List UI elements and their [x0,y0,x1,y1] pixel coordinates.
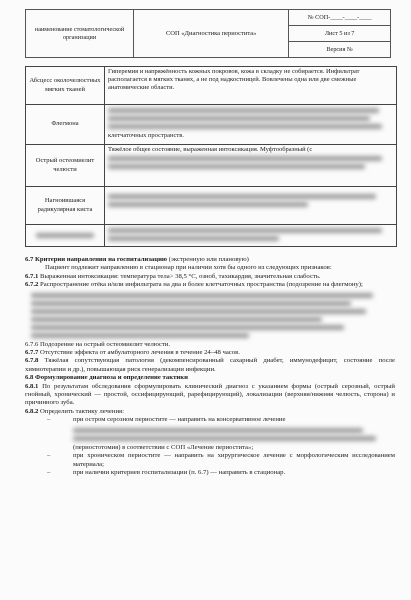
redacted-line [108,194,376,199]
section-6-7-heading [25,256,395,264]
differential-diagnosis-table [25,66,397,247]
table-row [26,67,397,105]
item-text: Выраженная интоксикация: температура тела> 38,5 °С, озноб, тахикардия, значительная слабость. [38,272,321,280]
list-item-text: (периостотомия) в соответствии с СОП «Лечение периостита»; [73,443,254,451]
redacted-line [31,301,351,306]
redacted-block [31,293,395,338]
redacted-line [73,436,376,441]
redacted-line [108,236,279,241]
row-label: Нагноившаяся радикулярная киста [26,187,105,225]
redacted-line [108,164,365,169]
item-number: 6.8.1 [25,382,39,390]
item-text: Распространение отёка и/или инфильтрата на два и более клетчаточных пространства (подозрение на флегмону); [38,281,363,289]
row-text: Тяжёлое общее состояние, выраженная интоксикация. Муфтообразный (с [108,146,313,153]
item-6-7-8 [25,357,395,374]
sheet-counter: Лист 5 из 7 [289,26,391,42]
item-text: По результатам обследования сформулировать клинический диагноз с указанием формы (острый серозный, острый гнойный, хронический — простой, оссифицирующий, рарефицирующий), локализации (верхняя/нижняя челюсть, сторона) и причинного зуба. [25,382,395,407]
redacted-line [31,317,322,322]
redacted-line [31,325,344,330]
list-item [25,416,395,424]
redacted-line [108,228,382,233]
item-text: Тяжёлая сопутствующая патология (декомпенсированный сахарный диабет, иммунодефицит, состояние после химиотерапии и др.), повышающая риск генерализации инфекции. [25,357,395,373]
redacted-line [108,116,370,121]
redacted-block [73,428,395,441]
row-label: Острый остеомиелит челюсти [26,145,105,187]
row-text-cell [105,225,397,247]
item-6-7-6: 6.7.6 Подозрение на острый остеомиелит челюсти. [25,340,170,348]
list-item-text: при наличии критериев госпитализации (п. 6.7) — направить в стационар. [73,468,286,476]
sop-title: СОП «Диагностика периостита» [134,10,289,58]
redacted-line [108,156,382,161]
bullet-dash: – [47,468,51,476]
row-text-cell [105,145,397,187]
item-number: 6.7.8 [25,357,39,365]
item-6-8-2 [25,408,395,416]
document-header [25,9,391,58]
redacted-line [108,202,308,207]
table-row [26,105,397,145]
bullet-dash: – [47,452,51,460]
row-text-cell [105,105,397,145]
redacted-line [31,309,366,314]
redacted-line [31,333,249,338]
row-label: Абсцесс околочелюстных мягких тканей [26,67,105,105]
section-6-7-intro: Пациент подлежит направлению в стационар при наличии хотя бы одного из следующих признаков: [45,264,332,272]
table-row [26,145,397,187]
item-number: 6.7.1 [25,272,39,280]
row-text: клетчаточных пространств. [108,132,184,139]
table-row [26,187,397,225]
row-text: Гиперемия и напряжённость кожных покровов, кожа в складку не собирается. Инфильтрат располагается в мягких тканях, а не под надкостницей. Вовлечены одна или две смежные анатомические области. [105,67,397,105]
list-item-text: при остром серозном периостите — направить на консервативное лечение [73,416,286,424]
redacted-line [36,233,94,238]
list-item [25,444,395,452]
version-label: Версия № [289,42,391,58]
organization-name: наименование стоматологической организации [26,10,134,58]
row-label: Флегмона [26,105,105,145]
item-number: 6.7.2 [25,281,39,289]
item-number: 6.7.7 [25,349,39,357]
document-body [25,256,395,477]
item-text: Отсутствие эффекта от амбулаторного лечения в течение 24–48 часов. [38,349,240,357]
section-title-rest: (экстренную или плановую) [167,256,249,263]
section-title: 6.8 Формулирование диагноза и определение тактики [25,374,188,382]
redacted-line [31,293,373,298]
bullet-dash: – [47,416,51,424]
sop-number: № СОП-____-____-____ [289,10,391,26]
item-6-8-1 [25,383,395,408]
list-item [25,452,395,469]
list-item-text: при хроническом периостите — направить на хирургическое лечение с морфологическим исследованием материала; [73,452,395,468]
redacted-line [108,108,379,113]
item-number: 6.8.2 [25,407,39,415]
row-label-redacted [26,225,105,247]
item-6-7-1 [25,273,395,281]
item-6-7-7 [25,349,395,357]
item-6-7-2 [25,281,395,289]
row-text-cell [105,187,397,225]
item-text: Определить тактику лечения: [38,407,124,415]
section-6-8-heading [25,374,395,382]
table-row [26,225,397,247]
redacted-line [108,124,382,129]
section-title: 6.7 Критерии направления на госпитализацию [25,256,168,263]
list-item [25,469,395,477]
redacted-line [73,428,363,433]
